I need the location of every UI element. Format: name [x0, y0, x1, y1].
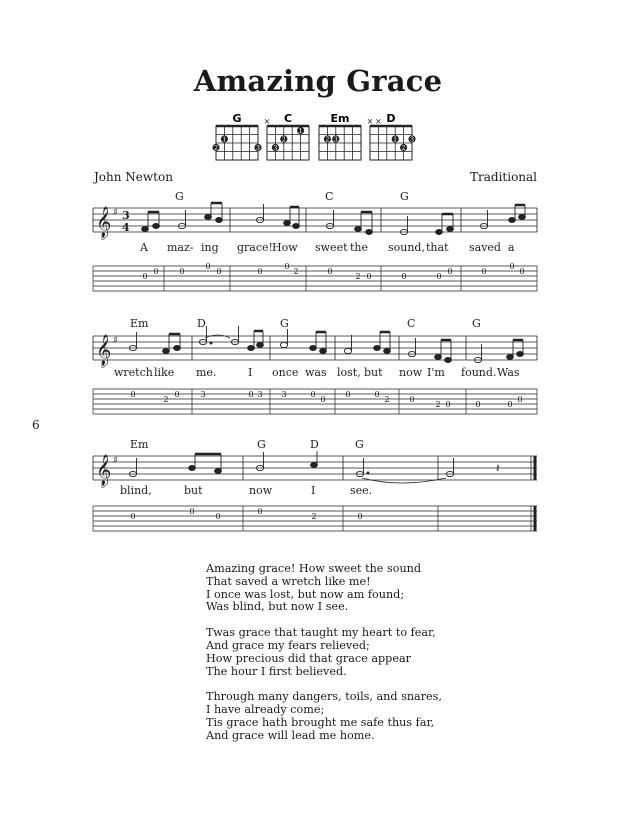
- verse-text: [206, 563, 442, 756]
- treble-clef-icon: 𝄞: [96, 455, 112, 485]
- tab-number: 2: [293, 267, 299, 276]
- svg-text:8: 8: [101, 235, 105, 242]
- music-system-3: [0, 436, 636, 546]
- tab-numbers: [130, 390, 522, 409]
- stanza-1: [206, 563, 442, 614]
- svg-text:3: 3: [410, 136, 414, 144]
- tab-number: 0: [257, 267, 263, 276]
- tab-number: 0: [142, 272, 148, 281]
- tab-number: 0: [189, 507, 195, 516]
- tab-number: 0: [257, 507, 263, 516]
- chord-symbol: C: [325, 190, 334, 203]
- tab-number: 0: [357, 512, 363, 521]
- tab-number: 0: [409, 395, 415, 404]
- lyrics-line: [120, 484, 372, 497]
- tab-number: 0: [366, 272, 372, 281]
- svg-text:2: 2: [281, 136, 286, 144]
- tab-number: 0: [310, 390, 316, 399]
- stanza-2: [206, 627, 442, 678]
- tab-number: 2: [355, 272, 361, 281]
- tab-number: 0: [205, 262, 211, 271]
- lyric: ing: [201, 241, 219, 254]
- lyric: grace!: [237, 241, 273, 254]
- notes: [129, 326, 523, 363]
- staff: [93, 456, 537, 480]
- tab-number: 3: [200, 390, 206, 399]
- chord-diagram-label: G: [232, 112, 242, 125]
- tab-number: 0: [436, 272, 442, 281]
- tab-number: 0: [447, 267, 453, 276]
- verse-line: And grace my fears relieved;: [206, 638, 370, 652]
- tab-number: 0: [179, 267, 185, 276]
- svg-text:3: 3: [333, 136, 338, 144]
- verse-line: And grace will lead me home.: [206, 728, 375, 742]
- chord-diagram-g: [212, 112, 261, 160]
- svg-text:2: 2: [325, 136, 330, 144]
- lyric: sound,: [388, 241, 425, 254]
- verse-line: Tis grace hath brought me safe thus far,: [206, 715, 435, 729]
- chord-symbol: Em: [130, 317, 149, 330]
- verse-line: Was blind, but now I see.: [206, 600, 349, 614]
- lyric: now: [399, 366, 423, 379]
- verse-line: Through many dangers, toils, and snares,: [206, 690, 442, 704]
- tab-number: 2: [435, 400, 441, 409]
- chord-symbol: G: [400, 190, 409, 203]
- lyric: the: [350, 241, 369, 254]
- tab-number: 0: [216, 267, 222, 276]
- tab-number: 0: [153, 267, 159, 276]
- tab-number: 0: [248, 390, 254, 399]
- svg-text:8: 8: [101, 483, 105, 490]
- tab-number: 0: [284, 262, 290, 271]
- treble-clef-icon: 𝄞: [96, 335, 112, 365]
- tab-number: 0: [374, 390, 380, 399]
- page-number: 6: [32, 418, 40, 432]
- lyric: that: [426, 241, 449, 254]
- staff: [93, 208, 537, 232]
- lyric: lost,: [337, 366, 361, 379]
- lyric: saved: [469, 241, 501, 254]
- key-sharp-icon: ♯: [113, 455, 118, 466]
- chord-diagram-c: [264, 112, 309, 160]
- time-signature-top: 3: [122, 209, 130, 222]
- chord-symbol: D: [197, 317, 206, 330]
- tab-number: 0: [519, 267, 525, 276]
- tab-number: 0: [401, 272, 407, 281]
- lyric: see.: [350, 484, 373, 497]
- lyric: found.: [461, 366, 497, 379]
- verse-line: Twas grace that taught my heart to fear,: [206, 626, 436, 640]
- lyric: wretch: [114, 366, 153, 379]
- chord-symbol: G: [175, 190, 184, 203]
- tab-number: 2: [384, 395, 390, 404]
- stanza-3: [206, 691, 442, 742]
- svg-text:3: 3: [256, 145, 260, 152]
- tab-number: 0: [481, 267, 487, 276]
- lyrics-line: [114, 366, 520, 379]
- tab-number: 3: [281, 390, 287, 399]
- tab-number: 0: [345, 390, 351, 399]
- svg-text:1: 1: [298, 128, 303, 135]
- chord-diagram-d: [367, 112, 416, 160]
- lyric: blind,: [120, 484, 152, 497]
- chord-diagram-label: Em: [330, 112, 350, 125]
- tab-numbers: [130, 507, 362, 521]
- treble-clef-icon: 𝄞: [96, 207, 112, 237]
- lyric: was: [305, 366, 327, 379]
- chord-diagram-label: D: [386, 112, 396, 125]
- tab-number: 0: [517, 395, 523, 404]
- tab-number: 0: [174, 390, 180, 399]
- tab-number: 2: [163, 395, 169, 404]
- tab-number: 3: [257, 390, 263, 399]
- lyric: I: [248, 366, 253, 379]
- time-signature-bottom: 4: [122, 221, 130, 234]
- lyric: A: [140, 241, 148, 254]
- tab-number: 0: [507, 400, 513, 409]
- chord-diagram-label: C: [283, 112, 293, 125]
- verse-line: I have already come;: [206, 703, 325, 717]
- tab-number: 0: [130, 512, 136, 521]
- lyric: sweet: [315, 241, 348, 254]
- lyric: but: [364, 366, 383, 379]
- svg-text:1: 1: [393, 136, 398, 144]
- svg-text:×: ×: [375, 117, 382, 126]
- tab-number: 0: [327, 267, 333, 276]
- lyric: How: [272, 241, 298, 254]
- lyric: me.: [196, 366, 217, 379]
- lyrics-line: [139, 241, 515, 254]
- svg-text:×: ×: [263, 117, 271, 126]
- chord-diagrams: [0, 110, 636, 162]
- chord-symbol: G: [472, 317, 481, 330]
- chord-symbol: G: [280, 317, 289, 330]
- tab-number: 0: [509, 262, 515, 271]
- lyric: I: [311, 484, 316, 497]
- tab-number: 2: [311, 512, 317, 521]
- lyric: maz-: [167, 241, 194, 254]
- chord-symbol: G: [355, 438, 364, 451]
- chord-symbol: Em: [130, 438, 149, 451]
- tab-number: 0: [445, 400, 451, 409]
- lyric: Was: [497, 366, 520, 379]
- tab-number: 0: [130, 390, 136, 399]
- chord-symbol: C: [407, 317, 416, 330]
- verse-line: The hour I first believed.: [206, 664, 347, 678]
- verse-line: I once was lost, but now am found;: [206, 587, 405, 601]
- verse-line: Amazing grace! How sweet the sound: [206, 562, 422, 575]
- svg-text:2: 2: [214, 145, 218, 152]
- lyric: but: [184, 484, 203, 497]
- svg-text:2: 2: [401, 145, 406, 152]
- svg-text:1: 1: [222, 136, 227, 144]
- tab-staff: [93, 266, 537, 291]
- quarter-rest-icon: 𝄽: [496, 461, 500, 475]
- chord-symbol: D: [310, 438, 319, 451]
- music-system-2: [0, 312, 636, 424]
- author-credit: John Newton: [94, 170, 173, 184]
- music-system-1: [0, 188, 636, 300]
- tab-number: 0: [215, 512, 221, 521]
- verse-line: How precious did that grace appear: [206, 651, 411, 665]
- chord-diagram-em: [319, 112, 361, 160]
- svg-text:8: 8: [101, 363, 105, 370]
- tab-numbers: [142, 262, 524, 281]
- source-credit: Traditional: [470, 170, 538, 184]
- svg-text:3: 3: [273, 145, 278, 152]
- verse-line: That saved a wretch like me!: [206, 574, 371, 588]
- svg-text:×: ×: [366, 117, 374, 126]
- lyric: I'm: [427, 366, 445, 379]
- song-title: Amazing Grace: [193, 64, 443, 98]
- chord-symbol: G: [257, 438, 266, 451]
- lyric: once: [272, 366, 299, 379]
- lyric: like: [154, 366, 175, 379]
- key-sharp-icon: ♯: [113, 207, 118, 218]
- tab-number: 0: [475, 400, 481, 409]
- tab-number: 0: [320, 395, 326, 404]
- key-sharp-icon: ♯: [113, 335, 118, 346]
- lyric: now: [249, 484, 273, 497]
- lyric: a: [508, 241, 515, 254]
